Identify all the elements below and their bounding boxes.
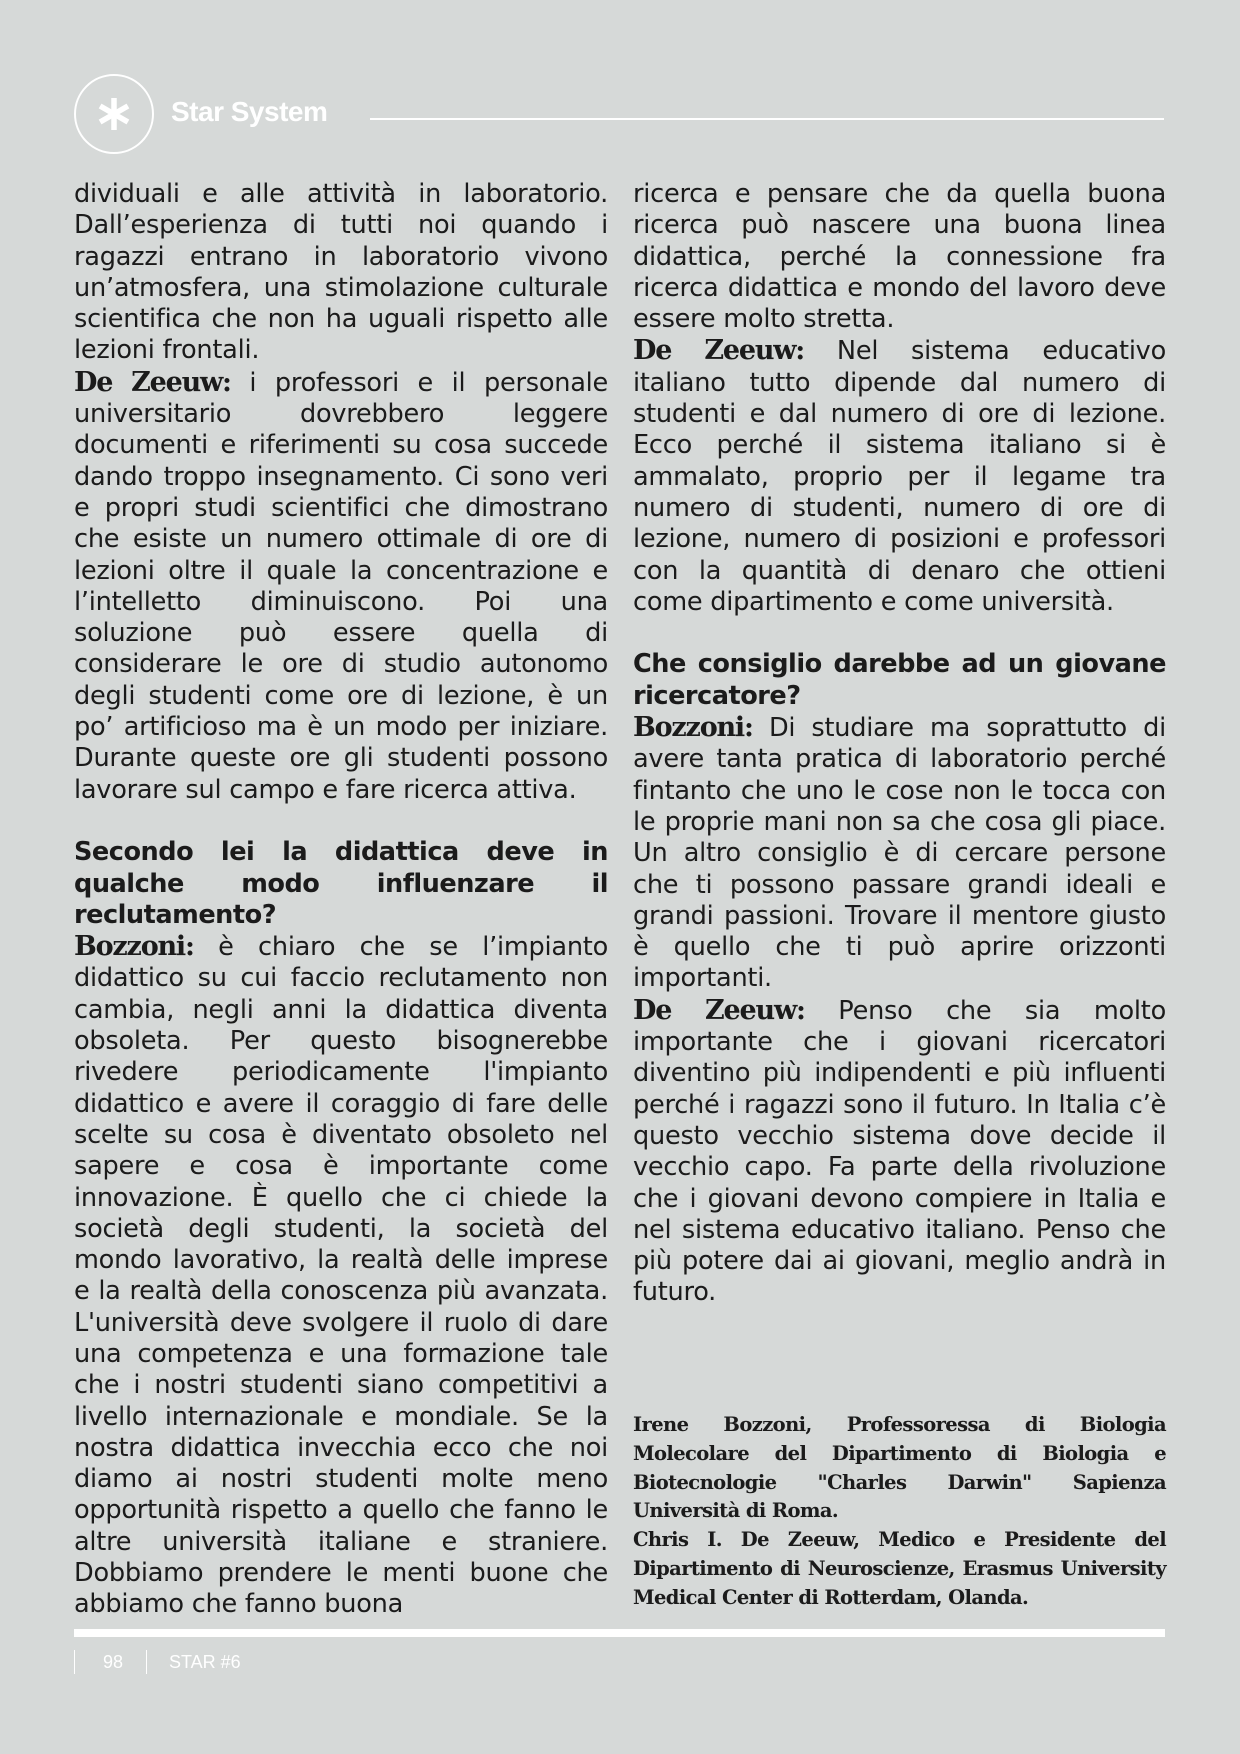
section-logo — [74, 74, 154, 154]
footer-separator — [74, 1650, 75, 1674]
paragraph — [633, 712, 1166, 995]
author-credits — [633, 1411, 1166, 1613]
speaker-name: De Zeeuw: — [74, 366, 231, 398]
paragraph — [633, 335, 1166, 618]
speaker-name: De Zeeuw: — [633, 994, 805, 1026]
asterisk-icon — [95, 95, 133, 133]
interview-question: Che consiglio darebbe ad un giovane ricercatore? — [633, 649, 1166, 711]
credit-de-zeeuw: Chris I. De Zeeuw, Medico e Presidente del Dipartimento di Neuroscienze, Erasmus University Medical Center di Rotterdam, Olanda. — [633, 1528, 1166, 1609]
footer-divider — [74, 1629, 1165, 1637]
issue-label: STAR #6 — [169, 1652, 241, 1672]
left-column — [74, 179, 608, 1621]
credit-bozzoni: Irene Bozzoni, Professoressa di Biologia Molecolare del Dipartimento di Biologia e Biotecnologie "Charles Darwin" Sapienza Università di Roma. — [633, 1413, 1166, 1523]
paragraph — [74, 179, 608, 367]
paragraph — [74, 931, 608, 1621]
page-number: 98 — [103, 1652, 124, 1672]
paragraph-text: dividuali e alle attività in laboratorio. Dall’esperienza di tutti noi quando i ragazzi entrano in laboratorio vivono un’atmosfera, una stimolazione culturale scientifica che non ha uguali rispetto alle lezioni frontali. — [74, 179, 608, 366]
paragraph — [74, 367, 608, 806]
paragraph-text: Di studiare ma soprattutto di avere tanta pratica di laboratorio perché fintanto che uno le cose non le tocca con le proprie mani non sa che cosa gli piace. Un altro consiglio è di cercare persone che ti possono passare grandi ideali e grandi passioni. Trovare il mentore giusto è quello che ti può aprire orizzonti importanti. — [633, 713, 1166, 994]
paragraph-text: i professori e il personale universitario dovrebbero leggere documenti e riferimenti su cosa succede dando troppo insegnamento. Ci sono veri e propri studi scientifici che dimostrano che esiste un numero ottimale di ore di lezioni oltre il quale la concentrazione e l’intelletto diminuiscono. Poi una soluzione può essere quella di considerare le ore di studio autonomo degli studenti come ore di lezione, è un po’ artificioso ma è un modo per iniziare. Durante queste ore gli studenti possono lavorare sul campo e fare ricerca attiva. — [74, 367, 608, 805]
page-header — [74, 74, 1164, 158]
paragraph-text: Nel sistema educativo italiano tutto dipende dal numero di studenti e dal numero di ore di lezione. Ecco perché il sistema italiano si è ammalato, proprio per il legame tra numero di studenti, numero di ore di lezione, numero di posizioni e professori con la quantità di denaro che ottieni come dipartimento e come università. — [633, 336, 1166, 617]
speaker-name: Bozzoni: — [633, 712, 753, 744]
footer-separator — [146, 1650, 147, 1674]
paragraph-text: è chiaro che se l’impianto didattico su cui faccio reclutamento non cambia, negli anni la didattica diventa obsoleta. Per questo bisognerebbe rivedere periodicamente l'impianto didattico e avere il coraggio di fare delle scelte su cosa è diventato obsoleto nel sapere e cosa è importante come innovazione. È quello che ci chiede la società degli studenti, la società del mondo lavorativo, la realtà delle imprese e la realtà della conoscenza più avanzata. L'università deve svolgere il ruolo di dare una competenza e una formazione tale che i nostri studenti siano competitivi a livello internazionale e mondiale. Se la nostra didattica invecchia ecco che noi diamo ai nostri studenti molte meno opportunità rispetto a quello che fanno le altre università italiane e straniere. Dobbiamo prendere le menti buone che abbiamo che fanno buona — [74, 932, 608, 1620]
speaker-name: De Zeeuw: — [633, 335, 805, 367]
speaker-name: Bozzoni: — [74, 931, 194, 963]
right-column — [633, 179, 1166, 1309]
paragraph — [633, 995, 1166, 1309]
header-divider — [370, 118, 1164, 120]
paragraph-text: ricerca e pensare che da quella buona ricerca può nascere una buona linea didattica, perché la connessione fra ricerca didattica e mondo del lavoro deve essere molto stretta. — [633, 179, 1166, 335]
paragraph — [633, 179, 1166, 335]
section-title: Star System — [171, 96, 328, 127]
interview-question: Secondo lei la didattica deve in qualche modo influenzare il reclutamento? — [74, 837, 608, 930]
paragraph-text: Penso che sia molto importante che i giovani ricercatori diventino più indipendenti e più influenti perché i ragazzi sono il futuro. In Italia c’è questo vecchio sistema dove decide il vecchio capo. Fa parte della rivoluzione che i giovani devono compiere in Italia e nel sistema educativo italiano. Penso che più potere dai ai giovani, meglio andrà in futuro. — [633, 995, 1166, 1308]
